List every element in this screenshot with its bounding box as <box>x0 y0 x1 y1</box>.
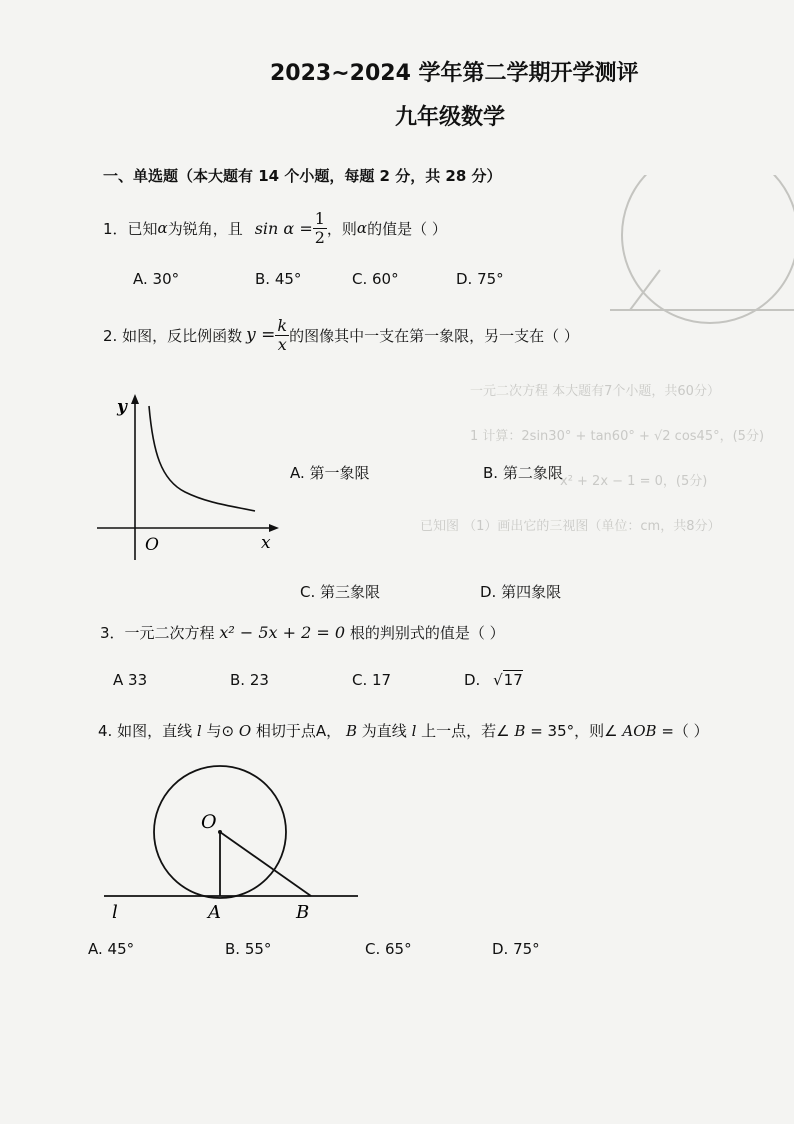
q4-mid3: 为直线 <box>361 722 407 740</box>
q4-segment-ob <box>220 832 311 896</box>
q2-x-arrow <box>269 524 279 532</box>
q4-mid1: 与⊙ <box>206 722 235 740</box>
q3-prefix: 3．一元二次方程 <box>100 624 215 642</box>
bleed-text-1: 一元二次方程 本大题有7个小题，共60分） <box>470 384 720 399</box>
q3-sqrt-radicand: 17 <box>503 671 523 689</box>
bleed-circle-figure <box>600 175 794 325</box>
q4-mid2: 相切于点A， <box>255 722 342 740</box>
q4-option-d: D. 75° <box>492 940 540 958</box>
q2-hyperbola-branch <box>149 406 255 511</box>
q1-frac-den: 2 <box>314 227 325 247</box>
q3-equation: x² − 5x + 2 = 0 <box>219 623 346 642</box>
q2-x-label: x <box>261 533 271 553</box>
q1-option-b: B. 45° <box>255 270 302 288</box>
question-3 <box>100 622 505 643</box>
question-2 <box>103 310 579 360</box>
q1-frac-num: 1 <box>314 208 325 228</box>
q4-l2: l <box>411 722 417 740</box>
q4-l: l <box>196 722 202 740</box>
q2-hyperbola-graph <box>95 392 285 564</box>
q2-option-d: D. 第四象限 <box>480 583 562 601</box>
q1-suffix: 的值是（ ） <box>367 219 447 238</box>
bleed-text-3: x² + 2x − 1 = 0，(5分) <box>560 474 708 489</box>
q3-option-d-label: D. <box>464 671 481 689</box>
q2-prefix: 2. 如图，反比例函数 <box>103 326 243 345</box>
q4-suffix: =（ ） <box>661 722 709 740</box>
q2-suffix: 的图像其中一支在第一象限，另一支在（ ） <box>289 326 579 345</box>
q3-option-b: B. 23 <box>230 671 269 689</box>
q2-option-a: A. 第一象限 <box>290 464 370 482</box>
q4-option-b: B. 55° <box>225 940 272 958</box>
q1-fraction <box>313 208 327 247</box>
q1-option-d: D. 75° <box>456 270 504 288</box>
q1-mid2: ，则 <box>326 219 357 238</box>
q2-y-label: y <box>117 397 127 417</box>
q4-mid5: = 35°，则∠ <box>530 722 618 740</box>
q4-label-o: O <box>201 811 217 833</box>
q3-option-d <box>464 671 523 689</box>
q1-alpha: α <box>157 219 168 237</box>
q2-option-c: C. 第三象限 <box>300 583 381 601</box>
q4-b: B <box>345 722 357 740</box>
question-4 <box>98 720 709 741</box>
bleed-text-2: 1 计算：2sin30° + tan60° + √2 cos45°，(5分) <box>470 429 765 444</box>
q2-origin-label: O <box>145 535 159 555</box>
q2-y-eq: y = <box>246 325 276 345</box>
q3-sqrt-sign: √ <box>493 671 503 689</box>
q4-option-c: C. 65° <box>365 940 412 958</box>
q1-alpha2: α <box>356 219 368 237</box>
q2-frac-num: k <box>277 315 288 335</box>
q4-option-a: A. 45° <box>88 940 135 958</box>
q4-aob: AOB <box>622 722 657 740</box>
q4-label-b: B <box>296 902 310 922</box>
q4-prefix: 4. 如图，直线 <box>98 722 193 740</box>
q2-option-b: B. 第二象限 <box>483 464 563 482</box>
question-1 <box>103 203 447 253</box>
q1-option-a: A. 30° <box>133 270 180 288</box>
q2-fraction <box>275 315 289 354</box>
q1-sin-lhs: sin α = <box>254 218 313 238</box>
q3-option-a: A 33 <box>113 671 148 689</box>
q3-suffix: 根的判别式的值是（ ） <box>349 624 505 642</box>
q4-center-point <box>218 830 222 834</box>
q4-mid4: 上一点，若∠ <box>421 722 510 740</box>
q3-option-c: C. 17 <box>352 671 392 689</box>
q4-tangent-figure <box>100 762 360 922</box>
q2-y-arrow <box>131 394 139 404</box>
q4-b2: B <box>514 722 526 740</box>
q4-o: O <box>238 722 252 740</box>
q4-label-a: A <box>208 902 221 922</box>
bleed-text-4: 已知图 （1）画出它的三视图（单位：cm，共8分） <box>420 519 721 534</box>
section-heading: 一、单选题（本大题有 14 个小题，每题 2 分，共 28 分） <box>103 167 502 185</box>
exam-title: 2023~2024 学年第二学期开学测评 <box>270 61 639 86</box>
exam-subtitle: 九年级数学 <box>395 105 506 130</box>
q4-label-l: l <box>112 902 118 922</box>
q1-mid: 为锐角，且 <box>167 219 243 238</box>
q1-option-c: C. 60° <box>352 270 399 288</box>
q1-prefix: 1．已知 <box>103 219 158 238</box>
q2-frac-den: x <box>277 334 287 354</box>
